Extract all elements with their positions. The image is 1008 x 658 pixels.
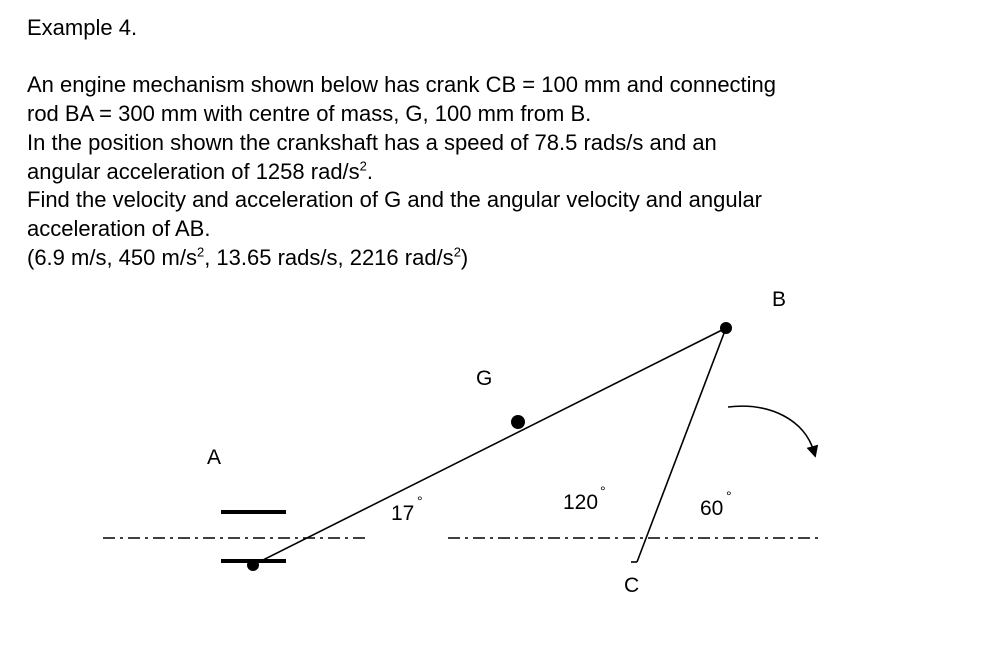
label-a: A <box>207 446 222 469</box>
angle-17-degree: ° <box>417 493 423 509</box>
angle-120-label: 120 <box>563 491 599 514</box>
connecting-rod-ab <box>253 328 726 565</box>
angle-60-degree: ° <box>726 488 732 504</box>
rotation-arrow <box>728 406 814 452</box>
problem-line-3: In the position shown the crankshaft has a speed of 78.5 rads/s and an <box>27 129 717 155</box>
problem-line-5: Find the velocity and acceleration of G and the angular velocity and angular <box>27 187 763 213</box>
problem-line-4: angular acceleration of 1258 rad/$s^2$. <box>27 158 374 184</box>
centre-of-mass-g <box>511 415 525 429</box>
angle-17-label: 17 <box>391 502 415 525</box>
label-b: B <box>772 288 787 311</box>
angle-120-degree: ° <box>600 483 606 499</box>
label-c: C <box>624 574 640 597</box>
joint-a <box>247 559 259 571</box>
label-g: G <box>476 367 493 390</box>
joint-b <box>720 322 732 334</box>
problem-line-1: An engine mechanism shown below has crank CB = 100 mm and connecting <box>27 72 777 98</box>
angle-60-label: 60 <box>700 497 724 520</box>
problem-line-2: rod BA = 300 mm with centre of mass, G, 100 mm from B. <box>27 101 592 127</box>
example-heading: Example 4. <box>27 15 138 40</box>
answers-line: (6.9 m/s, 450 $m/s^2$, 13.65 rads/s, 2216 rad/$s^2$) <box>27 244 469 270</box>
problem-line-6: acceleration of AB. <box>27 215 211 241</box>
crank-cb <box>637 328 726 562</box>
